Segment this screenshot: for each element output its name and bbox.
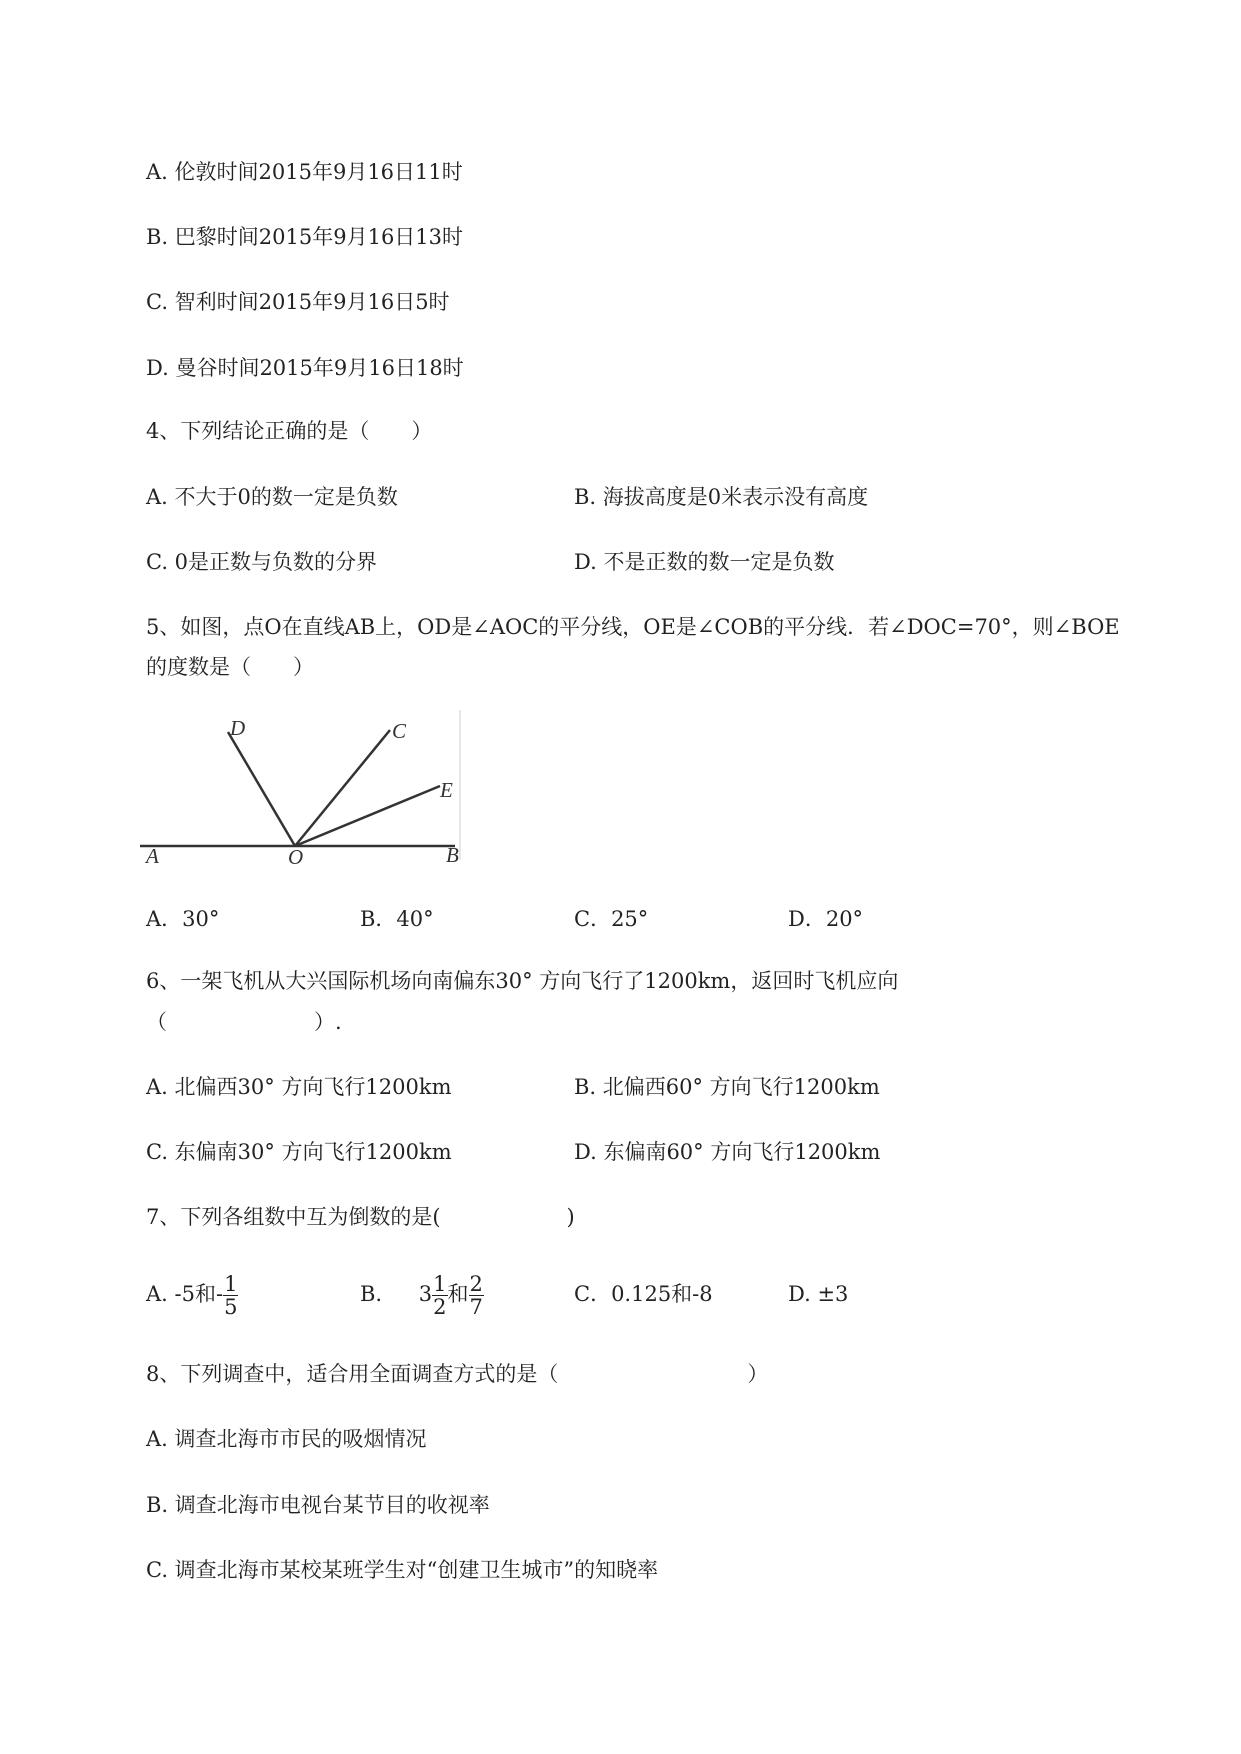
q5-option-c: C．25° [574,907,649,931]
label-a: A [146,844,159,868]
q5-option-d: D．20° [788,907,864,931]
label-c: C [392,719,407,743]
q7-option-b-fraction-1 [432,1273,447,1318]
q8-stem: 8、下列调查中，适合用全面调查方式的是（ ） [146,1362,769,1386]
q3-option-d: D. 曼谷时间2015年9月16日18时 [146,356,464,380]
q8-option-b: B. 调查北海市电视台某节目的收视率 [146,1493,490,1517]
q4-option-d: D. 不是正数的数一定是负数 [574,550,835,574]
q6-stem-line1: 6、一架飞机从大兴国际机场向南偏东30° 方向飞行了1200km，返回时飞机应向 [146,969,899,993]
q7-option-c: C．0.125和-8 [574,1282,713,1306]
q7-option-b-whole: 3 [418,1282,433,1306]
q7-option-b-label: B. [360,1282,383,1306]
q6-option-a: A. 北偏西30° 方向飞行1200km [146,1075,452,1099]
label-b: B [446,843,459,867]
q7-option-a [146,1270,238,1318]
q6-option-b: B. 北偏西60° 方向飞行1200km [574,1075,880,1099]
q7-option-a-fraction [223,1273,238,1318]
fraction-numerator: 2 [469,1272,483,1296]
fraction-denominator: 5 [224,1295,238,1319]
q5-option-b: B．40° [360,907,434,931]
q4-option-a: A. 不大于0的数一定是负数 [146,485,398,509]
q8-option-a: A. 调查北海市市民的吸烟情况 [146,1427,427,1451]
q6-option-d: D. 东偏南60° 方向飞行1200km [574,1140,881,1164]
q7-option-d: D. ±3 [788,1282,849,1306]
ray-od [228,732,295,846]
q4-stem: 4、下列结论正确的是（ ） [146,419,433,443]
q3-option-a: A. 伦敦时间2015年9月16日11时 [146,160,463,184]
q7-option-b [360,1270,484,1318]
fraction-numerator: 1 [224,1272,238,1296]
q6-stem-line2: （ ）. [146,1010,342,1034]
fraction-denominator: 2 [433,1295,447,1319]
q4-option-c: C. 0是正数与负数的分界 [146,550,378,574]
q7-option-b-fraction-2 [469,1273,484,1318]
q6-option-c: C. 东偏南30° 方向飞行1200km [146,1140,452,1164]
q5-option-a: A．30° [146,907,220,931]
q8-option-c: C. 调查北海市某校某班学生对“创建卫生城市”的知晓率 [146,1558,659,1582]
q7-option-b-and: 和 [447,1282,469,1306]
q5-angle-figure [140,710,470,870]
q4-option-b: B. 海拔高度是0米表示没有高度 [574,485,869,509]
q7-option-a-text: A. -5和- [146,1282,224,1306]
fraction-denominator: 7 [469,1295,483,1319]
q3-option-b: B. 巴黎时间2015年9月16日13时 [146,225,464,249]
ray-oe [295,786,440,846]
ray-oc [295,730,390,846]
label-d: D [230,716,246,740]
q3-option-c: C. 智利时间2015年9月16日5时 [146,290,450,314]
fraction-numerator: 1 [433,1272,447,1296]
q7-stem: 7、下列各组数中互为倒数的是( ) [146,1205,575,1229]
q5-stem-line1: 5、如图，点O在直线AB上，OD是∠AOC的平分线，OE是∠COB的平分线．若∠DOC=70°，则∠BOE [146,615,1120,639]
label-o: O [288,845,304,869]
q5-stem-line2: 的度数是（ ） [146,655,314,679]
label-e: E [440,778,453,802]
